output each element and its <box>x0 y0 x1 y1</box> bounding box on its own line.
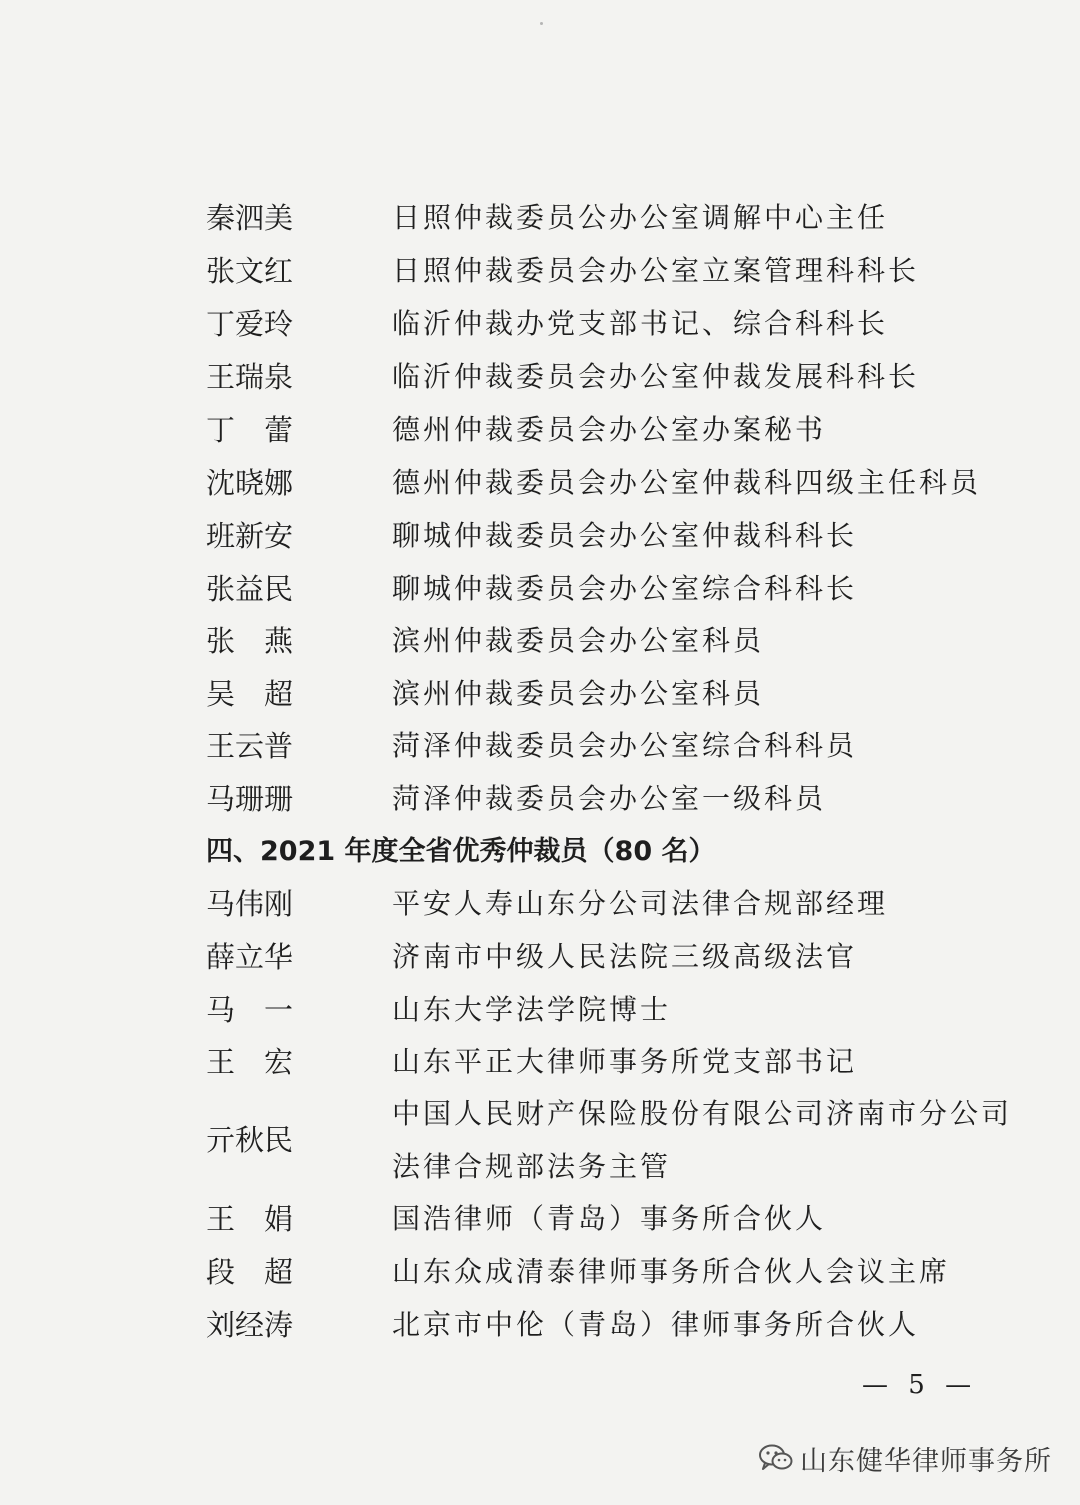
page-number: — 5 — <box>862 1370 978 1400</box>
person-name: 王 宏 <box>206 1045 294 1079</box>
watermark-text: 山东健华律师事务所 <box>800 1445 1052 1477</box>
person-name: 沈晓娜 <box>206 466 294 500</box>
person-name: 班新安 <box>206 519 294 553</box>
person-name: 薛立华 <box>206 940 294 974</box>
person-title: 日照仲裁委员会办公室立案管理科科长 <box>392 254 920 287</box>
person-title: 国浩律师（青岛）事务所合伙人 <box>392 1202 827 1235</box>
person-name: 丁 蕾 <box>206 413 294 447</box>
person-name: 刘经涛 <box>206 1308 294 1342</box>
person-title: 聊城仲裁委员会办公室综合科科长 <box>392 572 858 605</box>
person-title: 日照仲裁委员公办公室调解中心主任 <box>392 201 889 234</box>
person-title: 德州仲裁委员会办公室仲裁科四级主任科员 <box>392 466 982 499</box>
person-name: 张文红 <box>206 254 294 288</box>
person-title-continued: 法律合规部法务主管 <box>392 1150 672 1183</box>
source-watermark <box>758 1440 1052 1476</box>
person-name: 王瑞泉 <box>206 360 294 394</box>
person-title: 临沂仲裁办党支部书记、综合科科长 <box>392 307 889 340</box>
person-title: 北京市中伦（青岛）律师事务所合伙人 <box>392 1308 920 1341</box>
person-name: 马 一 <box>206 993 294 1027</box>
person-title: 滨州仲裁委员会办公室科员 <box>392 624 765 657</box>
person-name: 王 娟 <box>206 1202 294 1236</box>
person-name: 张益民 <box>206 572 294 606</box>
person-name: 马伟刚 <box>206 887 294 921</box>
person-name: 丁爱玲 <box>206 307 294 341</box>
person-name: 段 超 <box>206 1255 294 1289</box>
person-title: 济南市中级人民法院三级高级法官 <box>392 940 858 973</box>
person-name: 亓秋民 <box>206 1123 294 1157</box>
person-title: 山东平正大律师事务所党支部书记 <box>392 1045 858 1078</box>
person-title: 临沂仲裁委员会办公室仲裁发展科科长 <box>392 360 920 393</box>
person-title: 山东众成清泰律师事务所合伙人会议主席 <box>392 1255 951 1288</box>
person-title: 中国人民财产保险股份有限公司济南市分公司 <box>392 1097 1013 1130</box>
wechat-icon <box>758 1443 794 1473</box>
person-title: 德州仲裁委员会办公室办案秘书 <box>392 413 827 446</box>
person-title: 菏泽仲裁委员会办公室一级科员 <box>392 782 827 815</box>
scan-speck <box>540 22 543 25</box>
person-name: 张 燕 <box>206 624 294 658</box>
person-title: 山东大学法学院博士 <box>392 993 672 1026</box>
section-heading: 四、2021 年度全省优秀仲裁员（80 名） <box>206 836 716 867</box>
person-name: 马珊珊 <box>206 782 294 816</box>
person-name: 王云普 <box>206 729 294 763</box>
person-title: 滨州仲裁委员会办公室科员 <box>392 677 765 710</box>
person-title: 聊城仲裁委员会办公室仲裁科科长 <box>392 519 858 552</box>
person-title: 平安人寿山东分公司法律合规部经理 <box>392 887 889 920</box>
person-name: 吴 超 <box>206 677 294 711</box>
person-title: 菏泽仲裁委员会办公室综合科科员 <box>392 729 858 762</box>
person-name: 秦泗美 <box>206 201 294 235</box>
